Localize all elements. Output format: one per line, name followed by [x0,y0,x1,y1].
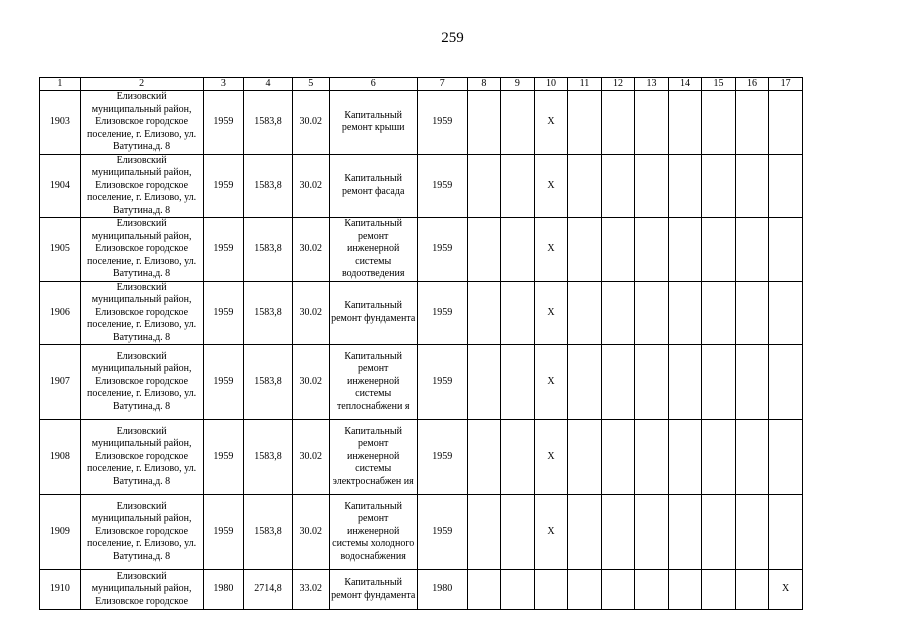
area-cell: 1583,8 [244,91,293,155]
empty-cell [735,91,769,155]
empty-cell [735,495,769,570]
empty-cell [601,345,635,420]
work-type-cell: Капитальный ремонт инженерной системы электроснабжен ия [329,420,417,495]
column-header: 14 [668,78,702,91]
code-cell: 30.02 [292,91,329,155]
empty-cell [635,218,669,282]
mark-cell [769,345,803,420]
year-cell: 1980 [417,570,467,610]
page-number: 259 [441,30,464,46]
empty-cell [702,345,736,420]
empty-cell [735,570,769,610]
mark-cell: X [534,420,568,495]
empty-cell [635,495,669,570]
empty-cell [635,91,669,155]
empty-cell [501,91,535,155]
empty-cell [568,154,602,218]
empty-cell [601,218,635,282]
year-cell: 1959 [417,154,467,218]
empty-cell [601,281,635,345]
address-cell: Елизовский муниципальный район, Елизовское городское [80,570,203,610]
empty-cell [467,218,501,282]
empty-cell [467,420,501,495]
empty-cell [601,570,635,610]
column-number-row [40,78,803,91]
empty-cell [568,218,602,282]
area-cell: 1583,8 [244,218,293,282]
empty-cell [668,420,702,495]
mark-cell [769,420,803,495]
empty-cell [668,91,702,155]
table-row [40,495,803,570]
column-header: 6 [329,78,417,91]
column-header: 3 [203,78,244,91]
year-built-cell: 1959 [203,218,244,282]
empty-cell [735,154,769,218]
empty-cell [635,154,669,218]
empty-cell [467,570,501,610]
year-cell: 1959 [417,345,467,420]
work-type-cell: Капитальный ремонт инженерной системы водоотведения [329,218,417,282]
table-row [40,91,803,155]
code-cell: 30.02 [292,345,329,420]
year-built-cell: 1959 [203,420,244,495]
code-cell: 30.02 [292,420,329,495]
row-number: 1908 [40,420,81,495]
column-header: 11 [568,78,602,91]
empty-cell [467,91,501,155]
year-cell: 1959 [417,495,467,570]
mark-cell: X [534,154,568,218]
empty-cell [702,495,736,570]
mark-cell [534,570,568,610]
empty-cell [668,570,702,610]
empty-cell [501,495,535,570]
mark-cell: X [534,345,568,420]
column-header: 2 [80,78,203,91]
empty-cell [668,345,702,420]
empty-cell [702,154,736,218]
year-built-cell: 1959 [203,281,244,345]
column-header: 9 [501,78,535,91]
mark-cell: X [534,281,568,345]
mark-cell [769,91,803,155]
area-cell: 1583,8 [244,154,293,218]
mark-cell: X [534,495,568,570]
column-header: 10 [534,78,568,91]
mark-cell: X [534,91,568,155]
work-type-cell: Капитальный ремонт фасада [329,154,417,218]
area-cell: 2714,8 [244,570,293,610]
empty-cell [702,420,736,495]
empty-cell [601,154,635,218]
empty-cell [501,154,535,218]
empty-cell [668,281,702,345]
empty-cell [467,154,501,218]
empty-cell [568,281,602,345]
year-cell: 1959 [417,281,467,345]
work-type-cell: Капитальный ремонт инженерной системы теплоснабжени я [329,345,417,420]
address-cell: Елизовский муниципальный район, Елизовское городское поселение, г. Елизово, ул. Ватутина,д. 8 [80,91,203,155]
column-header: 7 [417,78,467,91]
empty-cell [568,420,602,495]
code-cell: 33.02 [292,570,329,610]
empty-cell [501,281,535,345]
year-built-cell: 1959 [203,345,244,420]
row-number: 1906 [40,281,81,345]
work-type-cell: Капитальный ремонт фундамента [329,281,417,345]
area-cell: 1583,8 [244,281,293,345]
address-cell: Елизовский муниципальный район, Елизовское городское поселение, г. Елизово, ул. Ватутина,д. 8 [80,218,203,282]
mark-cell [769,154,803,218]
address-cell: Елизовский муниципальный район, Елизовское городское поселение, г. Елизово, ул. Ватутина,д. 8 [80,495,203,570]
table-row [40,570,803,610]
year-built-cell: 1959 [203,91,244,155]
empty-cell [467,495,501,570]
work-type-cell: Капитальный ремонт крыши [329,91,417,155]
area-cell: 1583,8 [244,420,293,495]
empty-cell [668,495,702,570]
column-header: 15 [702,78,736,91]
empty-cell [501,570,535,610]
empty-cell [568,91,602,155]
code-cell: 30.02 [292,218,329,282]
empty-cell [635,345,669,420]
year-cell: 1959 [417,91,467,155]
empty-cell [467,281,501,345]
table-row [40,281,803,345]
year-cell: 1959 [417,218,467,282]
year-cell: 1959 [417,420,467,495]
column-header: 1 [40,78,81,91]
column-header: 12 [601,78,635,91]
empty-cell [702,570,736,610]
empty-cell [635,420,669,495]
empty-cell [601,91,635,155]
empty-cell [501,345,535,420]
empty-cell [735,218,769,282]
row-number: 1910 [40,570,81,610]
code-cell: 30.02 [292,495,329,570]
repair-schedule-table [39,77,803,610]
column-header: 4 [244,78,293,91]
empty-cell [635,570,669,610]
row-number: 1904 [40,154,81,218]
empty-cell [735,345,769,420]
empty-cell [668,154,702,218]
row-number: 1905 [40,218,81,282]
row-number: 1907 [40,345,81,420]
table-row [40,345,803,420]
row-number: 1909 [40,495,81,570]
mark-cell [769,495,803,570]
work-type-cell: Капитальный ремонт фундамента [329,570,417,610]
year-built-cell: 1959 [203,154,244,218]
empty-cell [568,570,602,610]
empty-cell [668,218,702,282]
code-cell: 30.02 [292,154,329,218]
table-row [40,420,803,495]
empty-cell [568,345,602,420]
empty-cell [635,281,669,345]
empty-cell [568,495,602,570]
mark-cell: X [534,218,568,282]
mark-cell [769,218,803,282]
empty-cell [702,91,736,155]
address-cell: Елизовский муниципальный район, Елизовское городское поселение, г. Елизово, ул. Ватутина,д. 8 [80,345,203,420]
empty-cell [601,495,635,570]
column-header: 16 [735,78,769,91]
address-cell: Елизовский муниципальный район, Елизовское городское поселение, г. Елизово, ул. Ватутина,д. 8 [80,154,203,218]
column-header: 13 [635,78,669,91]
empty-cell [501,420,535,495]
empty-cell [601,420,635,495]
work-type-cell: Капитальный ремонт инженерной системы холодного водоснабжения [329,495,417,570]
empty-cell [501,218,535,282]
table-row [40,218,803,282]
address-cell: Елизовский муниципальный район, Елизовское городское поселение, г. Елизово, ул. Ватутина,д. 8 [80,281,203,345]
column-header: 17 [769,78,803,91]
year-built-cell: 1980 [203,570,244,610]
empty-cell [467,345,501,420]
code-cell: 30.02 [292,281,329,345]
table-row [40,154,803,218]
empty-cell [735,420,769,495]
row-number: 1903 [40,91,81,155]
year-built-cell: 1959 [203,495,244,570]
empty-cell [702,218,736,282]
column-header: 5 [292,78,329,91]
empty-cell [702,281,736,345]
address-cell: Елизовский муниципальный район, Елизовское городское поселение, г. Елизово, ул. Ватутина,д. 8 [80,420,203,495]
area-cell: 1583,8 [244,345,293,420]
mark-cell: X [769,570,803,610]
mark-cell [769,281,803,345]
empty-cell [735,281,769,345]
area-cell: 1583,8 [244,495,293,570]
column-header: 8 [467,78,501,91]
